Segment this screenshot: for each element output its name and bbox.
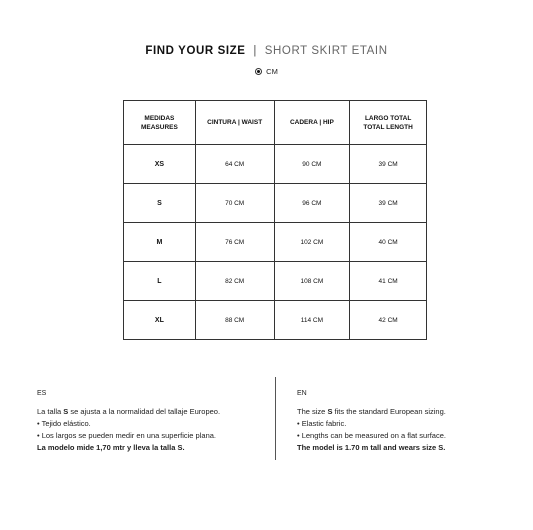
- waist-cell: 76 CM: [195, 223, 274, 262]
- size-table: [123, 100, 427, 340]
- table-header-row: [124, 101, 427, 145]
- hip-cell: 108 CM: [274, 262, 350, 301]
- title-separator: |: [253, 45, 257, 57]
- header-hip: [274, 101, 350, 145]
- hip-cell: 102 CM: [274, 223, 350, 262]
- radio-selected-dot: [257, 70, 260, 73]
- size-cell: S: [124, 184, 196, 223]
- fit-note-en-size: S: [327, 407, 333, 416]
- length-cell: 39 CM: [350, 184, 427, 223]
- header-waist: [195, 101, 274, 145]
- size-cell: XL: [124, 301, 196, 340]
- length-cell: 39 CM: [350, 145, 427, 184]
- hip-cell: 96 CM: [274, 184, 350, 223]
- header-length-en: TOTAL LENGTH: [363, 123, 413, 131]
- fabric-note-en: • Elastic fabric.: [297, 419, 347, 428]
- title-product: SHORT SKIRT ETAIN: [264, 45, 388, 57]
- cm-radio[interactable]: [255, 68, 262, 75]
- table-row: [124, 262, 427, 301]
- header-length: [350, 101, 427, 145]
- lang-label-en: EN: [297, 390, 307, 397]
- unit-selector[interactable]: [0, 67, 533, 76]
- fabric-note-es: • Tejido elástico.: [37, 419, 91, 428]
- model-note-es: La modelo mide 1,70 mtr y lleva la talla S.: [37, 443, 185, 452]
- table-row: [124, 223, 427, 262]
- fit-note-en: [297, 406, 517, 418]
- fit-note-es: [37, 406, 265, 418]
- header-measures-en: MEASURES: [140, 123, 178, 131]
- fit-note-en-post: fits the standard European sizing.: [332, 407, 446, 416]
- model-note-en: The model is 1.70 m tall and wears size S.: [297, 443, 446, 452]
- size-cell: M: [124, 223, 196, 262]
- notes-english: [297, 388, 517, 454]
- page-title: [0, 45, 533, 57]
- length-note-es: • Los largos se pueden medir en una superficie plana.: [37, 431, 216, 440]
- header-waist-label: CINTURA | WAIST: [207, 119, 263, 126]
- lang-label-es: ES: [37, 390, 47, 397]
- waist-cell: 82 CM: [195, 262, 274, 301]
- size-cell: L: [124, 262, 196, 301]
- fit-note-es-pre: La talla: [37, 407, 64, 416]
- table-row: [124, 184, 427, 223]
- title-main: FIND YOUR SIZE: [145, 45, 246, 57]
- hip-cell: 114 CM: [274, 301, 350, 340]
- header-measures: [124, 101, 196, 145]
- fit-note-es-post: se ajusta a la normalidad del tallaje Europeo.: [68, 407, 221, 416]
- fit-note-es-size: S: [63, 407, 69, 416]
- fit-note-en-pre: The size: [297, 407, 328, 416]
- header-length-es: LARGO TOTAL: [364, 114, 412, 122]
- cm-label[interactable]: CM: [266, 67, 278, 76]
- size-cell: XS: [124, 145, 196, 184]
- column-divider: [275, 377, 276, 460]
- length-cell: 40 CM: [350, 223, 427, 262]
- header-measures-es: MEDIDAS: [144, 114, 175, 122]
- table-row: [124, 301, 427, 340]
- waist-cell: 70 CM: [195, 184, 274, 223]
- waist-cell: 88 CM: [195, 301, 274, 340]
- length-cell: 41 CM: [350, 262, 427, 301]
- table-row: [124, 145, 427, 184]
- hip-cell: 90 CM: [274, 145, 350, 184]
- length-note-en: • Lengths can be measured on a flat surface.: [297, 431, 446, 440]
- notes-spanish: [37, 388, 265, 454]
- length-cell: 42 CM: [350, 301, 427, 340]
- header-hip-label: CADERA | HIP: [289, 119, 334, 126]
- waist-cell: 64 CM: [195, 145, 274, 184]
